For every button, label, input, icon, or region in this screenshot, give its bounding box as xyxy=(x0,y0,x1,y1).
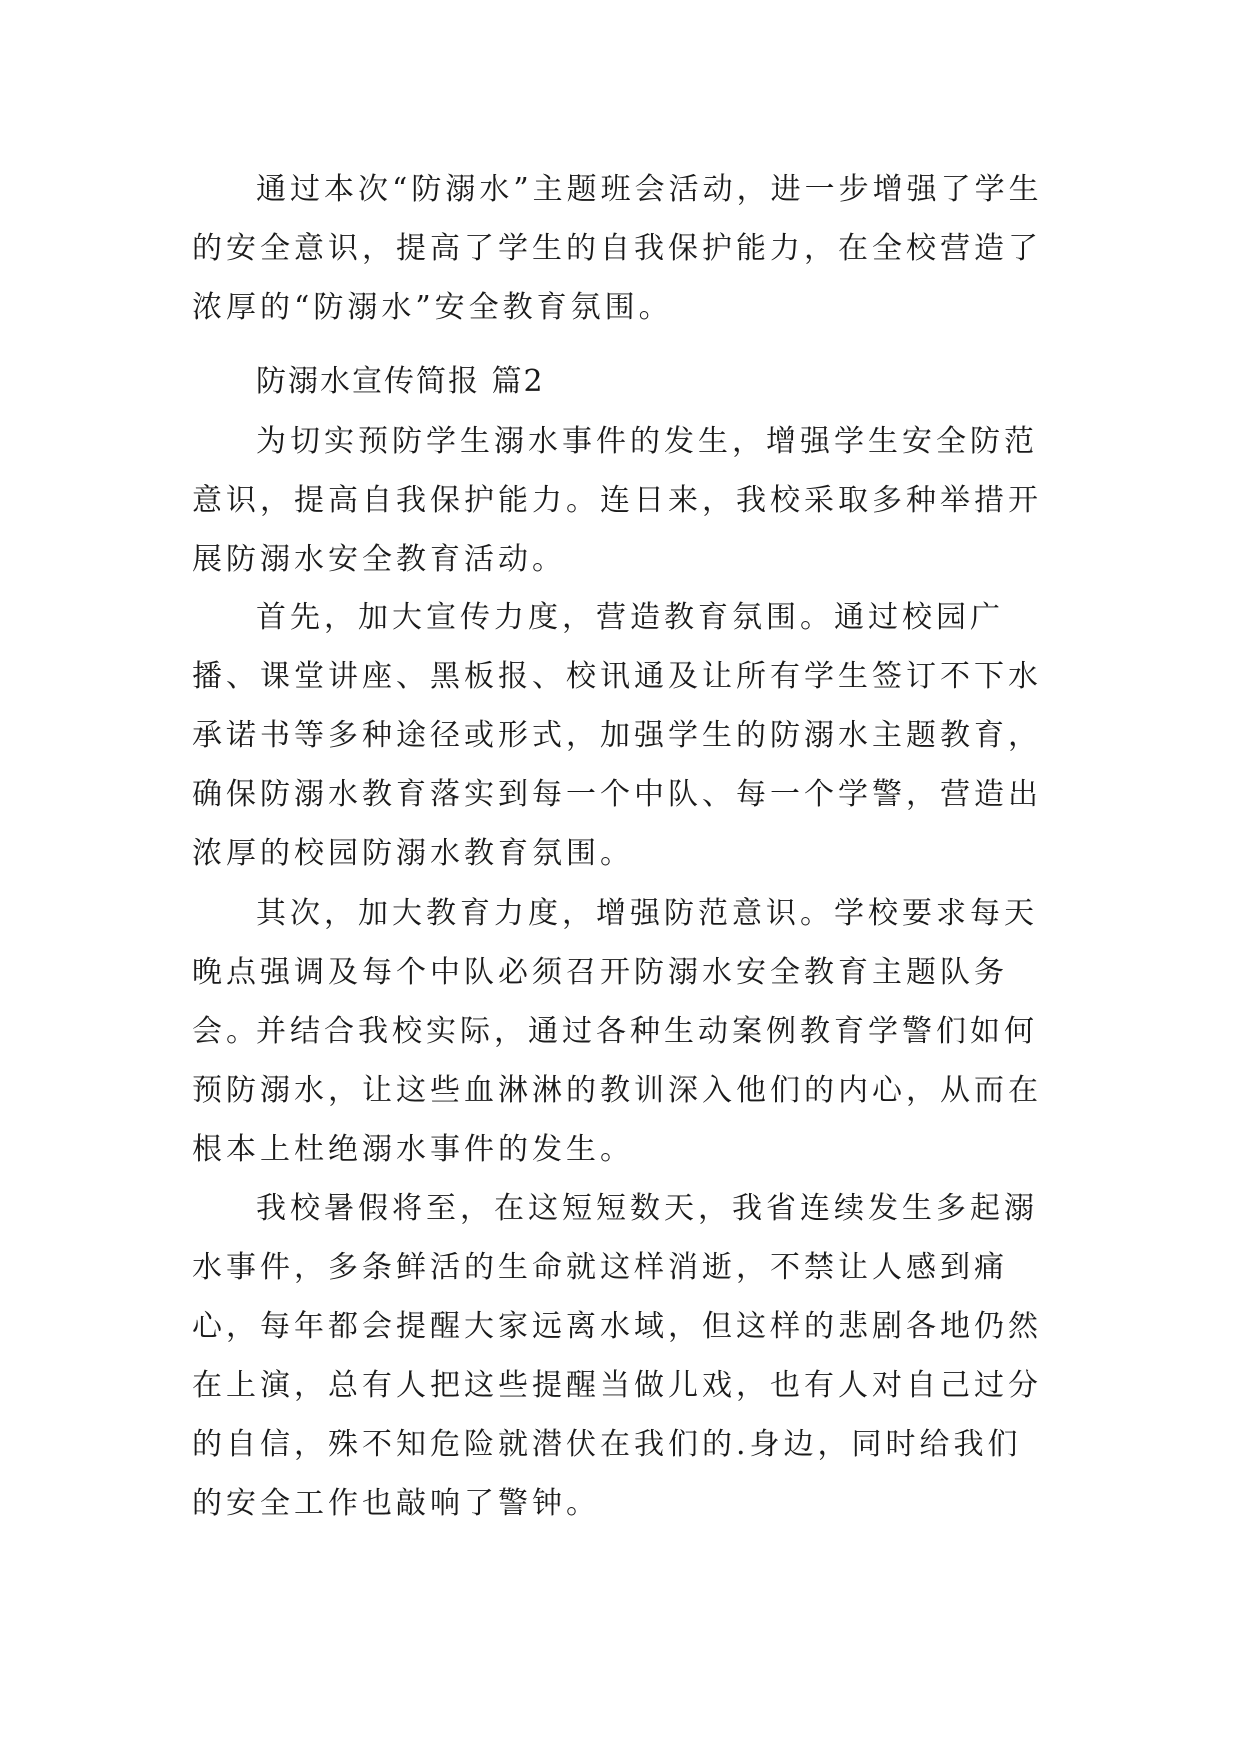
paragraph-second-measure: 其次，加大教育力度，增强防范意识。学校要求每天晚点强调及每个中队必须召开防溺水安全教育主题队务会。 xyxy=(192,896,1038,1049)
paragraph-purpose: 为切实预防学生溺水事件的发生，增强学生安全防范意识，提高自我保护能力。连日来，我校采取多种举措开展防溺水安全教育活动。 xyxy=(192,424,1042,577)
paragraph-summer-warning: 我校暑假将至，在这短短数天，我省连续发生多起溺水事件，多条鲜活的生命就这样消逝，不禁让人感到痛心，每年都会提醒大家远离水域，但这样的悲剧各地仍然在上演，总有人把这些提醒当做儿戏，也有人对自己过分的自信，殊不知危险就潜伏在我们的.身边，同时给我们的安全工作也敲响了警钟。 xyxy=(192,1191,1042,1521)
paragraph-first-measure: 首先，加大宣传力度，营造教育氛围。通过校园广播、课堂讲座、黑板报、校讯通及让所有学生签订不下水承诺书等多种途径或形式，加强学生的防溺水主题教育，确保防溺水教育落实到每一个中队、每一个学警，营造出浓厚的校园防溺水教育氛围。 xyxy=(192,600,1042,871)
paragraph-case-education: 并结合我校实际，通过各种生动案例教育学警们如何预防溺水，让这些血淋淋的教训深入他们的内心，从而在根本上杜绝溺水事件的发生。 xyxy=(192,1014,1042,1167)
paragraph-intro: 通过本次“防溺水”主题班会活动，进一步增强了学生的安全意识，提高了学生的自我保护能力，在全校营造了浓厚的“防溺水”安全教育氛围。 xyxy=(192,172,1043,325)
section-heading: 防溺水宣传简报 篇2 xyxy=(256,364,545,399)
